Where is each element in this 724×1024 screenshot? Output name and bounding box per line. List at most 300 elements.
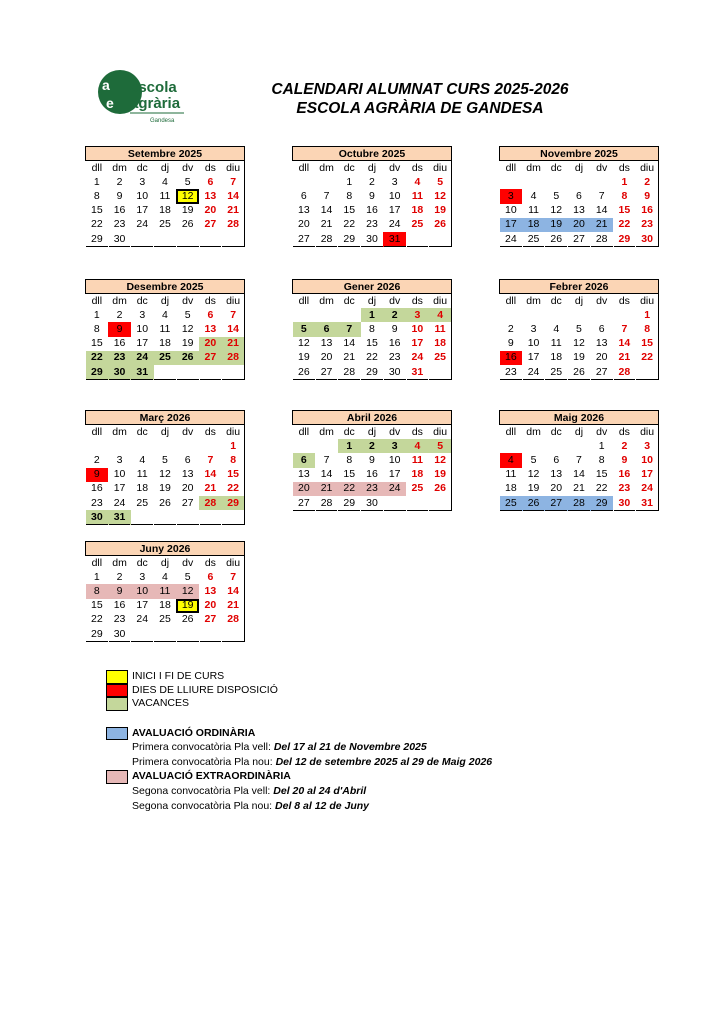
day-cell: 7	[230, 175, 237, 188]
day-cell: 3	[644, 439, 651, 452]
empty-cell	[568, 439, 591, 453]
day-cell: 25	[527, 232, 540, 245]
day-cell: 7	[621, 322, 628, 335]
day-cell: 8	[369, 322, 375, 335]
day-cell: 5	[184, 175, 191, 188]
day-cell: 3	[500, 189, 523, 203]
day-cell: 15	[91, 599, 103, 612]
day-cell: 25	[411, 482, 424, 495]
day-cell: 20	[595, 351, 608, 364]
day-cell: 4	[530, 189, 537, 202]
day-cell: 18	[136, 482, 149, 495]
day-cell: 14	[343, 337, 356, 350]
day-cell: 8	[598, 453, 605, 466]
weekday-label: dll	[91, 425, 103, 438]
day-cell: 15	[343, 204, 356, 217]
day-cell: 13	[320, 337, 333, 350]
swatch-vacances	[106, 697, 128, 711]
day-cell: 19	[298, 351, 310, 364]
day-cell: 10	[388, 189, 401, 202]
day-cell: 6	[184, 453, 191, 466]
legend-ordinaria-label: AVALUACIÓ ORDINÀRIA	[132, 726, 256, 739]
day-cell: 23	[91, 496, 103, 509]
day-cell: 21	[227, 204, 239, 217]
day-cell: 20	[298, 218, 310, 231]
weekday-label: dj	[160, 294, 170, 307]
day-cell: 15	[618, 204, 631, 217]
empty-cell	[568, 175, 591, 189]
weekday-label: diu	[433, 425, 448, 438]
day-cell: 25	[550, 365, 563, 378]
day-cell: 22	[618, 218, 631, 231]
weekday-label: diu	[226, 294, 241, 307]
day-cell: 13	[204, 322, 217, 335]
day-cell: 30	[618, 496, 631, 509]
day-cell: 22	[595, 482, 608, 495]
day-cell: 22	[343, 218, 356, 231]
ext-line1: Segona convocatòria Pla vell: Del 20 al 24 d'Abril	[132, 784, 367, 797]
day-cell: 1	[230, 439, 237, 452]
weekday-label: dv	[182, 294, 194, 307]
day-cell: 1	[346, 175, 353, 188]
day-cell: 27	[298, 232, 310, 245]
weekday-label: dv	[389, 294, 401, 307]
weekday-label: dj	[367, 425, 377, 438]
empty-cell	[293, 308, 316, 322]
day-cell: 23	[113, 613, 126, 626]
day-cell: 19	[181, 204, 194, 217]
day-cell: 17	[527, 351, 540, 364]
day-cell: 15	[343, 468, 356, 481]
month-juny	[85, 541, 245, 642]
day-cell: 14	[227, 189, 239, 202]
day-cell: 4	[162, 570, 168, 583]
weekday-label: dv	[389, 425, 401, 438]
empty-cell	[131, 232, 154, 247]
day-cell: 29	[366, 365, 378, 378]
empty-cell	[131, 510, 154, 525]
empty-cell	[222, 627, 245, 642]
day-cell: 14	[227, 584, 239, 597]
day-cell: 22	[91, 613, 103, 626]
month-novembre	[499, 146, 659, 247]
month-name: Juny 2026	[86, 542, 245, 556]
empty-cell	[522, 175, 545, 189]
day-cell: 13	[573, 204, 585, 217]
day-cell: 22	[338, 482, 361, 496]
weekday-label: dj	[160, 556, 170, 569]
day-cell: 10	[131, 584, 154, 598]
empty-cell	[199, 439, 222, 453]
legend-ordinaria	[106, 727, 586, 741]
day-cell: 17	[388, 468, 401, 481]
day-cell: 30	[113, 232, 126, 245]
day-cell: 11	[154, 584, 177, 598]
day-cell: 7	[598, 189, 605, 202]
day-cell: 3	[139, 175, 146, 188]
day-cell: 25	[411, 218, 424, 231]
day-cell: 17	[136, 599, 149, 612]
day-cell: 19	[176, 599, 199, 613]
empty-cell	[176, 627, 199, 642]
day-cell: 10	[641, 453, 653, 466]
day-cell: 17	[411, 337, 424, 350]
day-cell: 29	[343, 232, 356, 245]
day-cell: 28	[595, 232, 608, 245]
weekday-label: dc	[550, 161, 562, 174]
empty-cell	[636, 365, 659, 380]
day-cell: 6	[207, 175, 214, 188]
empty-cell	[154, 232, 177, 247]
day-cell: 15	[641, 337, 653, 350]
day-cell: 4	[139, 453, 146, 466]
day-cell: 4	[429, 308, 452, 322]
weekday-label: ds	[204, 161, 216, 174]
day-cell: 27	[181, 496, 194, 509]
day-cell: 16	[366, 204, 378, 217]
legend-extraordinaria-label: AVALUACIÓ EXTRAORDINÀRIA	[132, 770, 291, 782]
day-cell: 15	[91, 204, 103, 217]
day-cell: 14	[204, 468, 217, 481]
day-cell: 13	[298, 204, 310, 217]
legend-vacances	[106, 697, 586, 711]
day-cell: 19	[159, 482, 171, 495]
day-cell: 6	[576, 189, 582, 202]
day-cell: 26	[181, 218, 194, 231]
empty-cell	[293, 175, 316, 189]
weekday-label: dj	[574, 425, 584, 438]
month-abril	[292, 410, 452, 511]
empty-cell	[86, 439, 109, 453]
weekday-label: dll	[505, 425, 517, 438]
day-cell: 30	[366, 232, 378, 245]
day-cell: 21	[315, 482, 338, 496]
weekday-label: dv	[596, 161, 608, 174]
day-cell: 24	[383, 482, 406, 496]
empty-cell	[154, 439, 177, 453]
day-cell: 8	[230, 453, 237, 466]
legend-lliure	[106, 684, 586, 698]
day-cell: 18	[434, 337, 446, 350]
empty-cell	[293, 439, 316, 453]
day-cell: 24	[411, 351, 424, 364]
day-cell: 1	[93, 175, 100, 188]
day-cell: 13	[298, 468, 310, 481]
day-cell: 14	[320, 468, 333, 481]
day-cell: 25	[434, 351, 446, 364]
day-cell: 12	[176, 584, 199, 598]
day-cell: 5	[162, 453, 168, 466]
day-cell: 10	[411, 322, 424, 335]
day-cell: 9	[369, 453, 375, 466]
day-cell: 29	[86, 365, 109, 380]
logo-line2: agrària	[130, 95, 181, 112]
day-cell: 22	[366, 351, 378, 364]
day-cell: 19	[434, 468, 446, 481]
month-name: Maig 2026	[500, 411, 659, 425]
empty-cell	[222, 365, 245, 380]
day-cell: 30	[388, 365, 401, 378]
weekday-label: dj	[367, 161, 377, 174]
day-cell: 26	[181, 613, 194, 626]
weekday-label: dj	[574, 294, 584, 307]
day-cell: 16	[366, 468, 378, 481]
weekday-label: dm	[112, 425, 127, 438]
weekday-label: diu	[640, 161, 655, 174]
day-cell: 28	[320, 496, 333, 509]
weekday-label: dc	[343, 294, 355, 307]
empty-cell	[222, 232, 245, 247]
ord-line1: Primera convocatòria Pla vell: Del 17 al 21 de Novembre 2025	[132, 741, 427, 753]
day-cell: 27	[320, 365, 333, 378]
day-cell: 3	[406, 308, 429, 322]
day-cell: 18	[550, 351, 563, 364]
day-cell: 14	[595, 204, 608, 217]
day-cell: 26	[159, 496, 171, 509]
day-cell: 11	[159, 322, 171, 335]
day-cell: 6	[300, 189, 307, 202]
day-cell: 17	[388, 204, 401, 217]
day-cell: 27	[204, 218, 217, 231]
day-cell: 15	[366, 337, 378, 350]
day-cell: 5	[429, 439, 452, 453]
day-cell: 19	[545, 218, 568, 232]
day-cell: 19	[434, 204, 446, 217]
day-cell: 5	[553, 189, 560, 202]
day-cell: 14	[573, 468, 585, 481]
day-cell: 7	[323, 189, 330, 202]
day-cell: 4	[406, 439, 429, 453]
weekday-label: dm	[112, 161, 127, 174]
day-cell: 26	[522, 496, 545, 511]
day-cell: 24	[136, 218, 149, 231]
empty-cell	[199, 365, 222, 380]
weekday-label: dv	[182, 425, 194, 438]
day-cell: 11	[136, 468, 148, 481]
day-cell: 18	[159, 204, 171, 217]
weekday-label: dll	[91, 294, 103, 307]
svg-text:e: e	[106, 95, 114, 111]
day-cell: 26	[176, 351, 199, 365]
day-cell: 1	[338, 439, 361, 453]
day-cell: 28	[568, 496, 591, 511]
day-cell: 9	[108, 584, 131, 598]
weekday-label: dm	[526, 425, 541, 438]
day-cell: 30	[113, 627, 126, 640]
day-cell: 11	[159, 189, 171, 202]
day-cell: 18	[505, 482, 517, 495]
day-cell: 9	[369, 189, 375, 202]
day-cell: 15	[91, 337, 103, 350]
day-cell: 9	[507, 337, 514, 350]
day-cell: 28	[222, 351, 245, 365]
empty-cell	[199, 232, 222, 247]
weekday-label: dll	[91, 161, 103, 174]
day-cell: 28	[618, 365, 631, 378]
empty-cell	[406, 232, 429, 247]
day-cell: 20	[568, 218, 591, 232]
day-cell: 31	[383, 232, 406, 247]
empty-cell	[429, 496, 452, 511]
empty-cell	[222, 510, 245, 525]
page-title	[220, 80, 620, 118]
day-cell: 24	[388, 218, 401, 231]
day-cell: 12	[527, 468, 540, 481]
weekday-label: dll	[298, 161, 310, 174]
title-line1: CALENDARI ALUMNAT CURS 2025-2026	[271, 81, 569, 98]
day-cell: 2	[383, 308, 406, 322]
day-cell: 9	[644, 189, 651, 202]
weekday-label: dll	[298, 294, 310, 307]
day-cell: 30	[108, 365, 131, 380]
empty-cell	[545, 308, 568, 322]
day-cell: 5	[437, 175, 444, 188]
month-febrer	[499, 279, 659, 380]
day-cell: 27	[204, 613, 217, 626]
empty-cell	[154, 365, 177, 380]
day-cell: 1	[93, 308, 100, 321]
day-cell: 10	[505, 204, 517, 217]
day-cell: 27	[545, 496, 568, 511]
weekday-label: diu	[433, 161, 448, 174]
empty-cell	[199, 510, 222, 525]
day-cell: 2	[361, 439, 384, 453]
day-cell: 26	[550, 232, 563, 245]
month-desembre	[85, 279, 245, 380]
day-cell: 14	[618, 337, 631, 350]
day-cell: 4	[162, 175, 168, 188]
weekday-label: dj	[574, 161, 584, 174]
month-name: Novembre 2025	[500, 147, 659, 161]
day-cell: 10	[136, 322, 149, 335]
legend-vacances-label: VACANCES	[132, 697, 189, 709]
month-marc	[85, 410, 245, 525]
day-cell: 7	[338, 322, 361, 336]
day-cell: 24	[505, 232, 517, 245]
logo-subtitle: Gandesa	[150, 118, 175, 124]
day-cell: 24	[113, 496, 126, 509]
day-cell: 24	[527, 365, 540, 378]
day-cell: 12	[181, 322, 194, 335]
day-cell: 17	[136, 204, 149, 217]
empty-cell	[429, 232, 452, 247]
day-cell: 29	[618, 232, 631, 245]
day-cell: 30	[86, 510, 109, 525]
day-cell: 21	[343, 351, 356, 364]
day-cell: 10	[113, 468, 126, 481]
day-cell: 20	[550, 482, 563, 495]
day-cell: 3	[139, 570, 146, 583]
weekday-label: dm	[112, 556, 127, 569]
day-cell: 26	[434, 482, 446, 495]
day-cell: 20	[204, 204, 217, 217]
day-cell: 3	[139, 308, 146, 321]
day-cell: 22	[86, 351, 109, 365]
day-cell: 23	[388, 351, 401, 364]
day-cell: 2	[116, 570, 123, 583]
empty-cell	[338, 308, 361, 322]
weekday-label: ds	[618, 425, 630, 438]
day-cell: 25	[159, 218, 171, 231]
day-cell: 11	[528, 204, 539, 217]
day-cell: 12	[434, 189, 446, 202]
day-cell: 19	[527, 482, 540, 495]
empty-cell	[131, 627, 154, 642]
day-cell: 25	[154, 351, 177, 365]
day-cell: 15	[227, 468, 239, 481]
day-cell: 29	[590, 496, 613, 511]
day-cell: 8	[346, 453, 353, 466]
empty-cell	[383, 496, 406, 511]
day-cell: 4	[414, 175, 421, 188]
legend-extraordinaria	[106, 770, 586, 784]
day-cell: 10	[527, 337, 540, 350]
day-cell: 3	[383, 439, 406, 453]
day-cell: 16	[388, 337, 401, 350]
day-cell: 2	[507, 322, 514, 335]
day-cell: 6	[293, 453, 316, 467]
day-cell: 10	[136, 189, 149, 202]
day-cell: 5	[530, 453, 537, 466]
weekday-label: dv	[596, 294, 608, 307]
legend	[106, 670, 586, 814]
weekday-label: dc	[550, 294, 562, 307]
day-cell: 7	[230, 570, 237, 583]
day-cell: 27	[298, 496, 310, 509]
day-cell: 20	[199, 337, 222, 351]
day-cell: 8	[346, 189, 353, 202]
month-setembre	[85, 146, 245, 247]
weekday-label: dv	[182, 161, 194, 174]
day-cell: 5	[576, 322, 582, 335]
weekday-label: ds	[411, 161, 423, 174]
day-cell: 29	[91, 627, 103, 640]
day-cell: 6	[553, 453, 560, 466]
weekday-label: dc	[343, 161, 355, 174]
empty-cell	[429, 365, 452, 380]
day-cell: 26	[434, 218, 446, 231]
day-cell: 10	[388, 453, 401, 466]
weekday-label: dc	[343, 425, 355, 438]
day-cell: 12	[159, 468, 171, 481]
day-cell: 25	[159, 613, 171, 626]
day-cell: 19	[573, 351, 585, 364]
day-cell: 12	[176, 189, 199, 203]
day-cell: 6	[315, 322, 338, 336]
weekday-label: dj	[367, 294, 377, 307]
day-cell: 23	[366, 218, 378, 231]
weekday-label: ds	[618, 294, 630, 307]
day-cell: 2	[116, 308, 123, 321]
day-cell: 4	[500, 453, 523, 467]
day-cell: 18	[159, 337, 171, 350]
day-cell: 7	[207, 453, 214, 466]
day-cell: 14	[320, 204, 333, 217]
day-cell: 20	[320, 351, 333, 364]
day-cell: 6	[207, 570, 214, 583]
empty-cell	[545, 175, 568, 189]
day-cell: 7	[576, 453, 582, 466]
day-cell: 11	[411, 453, 423, 466]
weekday-label: dm	[319, 294, 334, 307]
day-cell: 27	[199, 351, 222, 365]
day-cell: 13	[204, 189, 217, 202]
day-cell: 23	[361, 482, 384, 496]
day-cell: 12	[550, 204, 563, 217]
weekday-label: dc	[136, 556, 148, 569]
day-cell: 8	[644, 322, 651, 335]
weekday-label: dc	[136, 425, 148, 438]
